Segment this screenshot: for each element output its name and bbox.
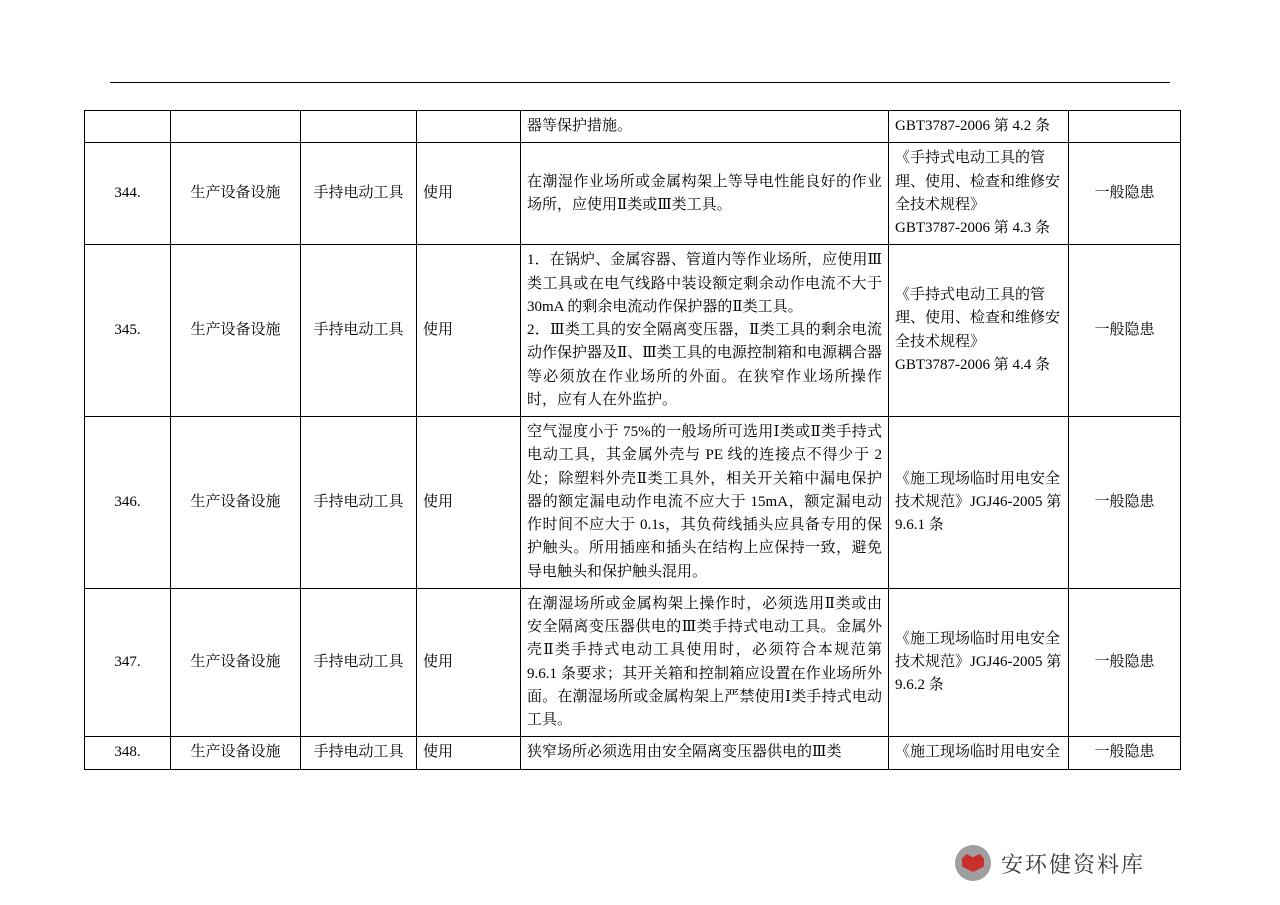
cell-description	[521, 111, 889, 143]
table-row	[85, 111, 1181, 143]
cell-category: 生产设备设施	[171, 737, 301, 769]
cell-stage: 使用	[417, 737, 521, 769]
reference-line: 《施工现场临时用电安全	[895, 744, 1061, 761]
cell-level: 一般隐患	[1069, 737, 1181, 769]
cell-subcategory: 手持电动工具	[301, 143, 417, 245]
cell-stage: 使用	[417, 417, 521, 589]
reference-line: 《施工现场临时用电安全技术规范》JGJ46-2005 第 9.6.1 条	[895, 470, 1062, 533]
cell-description	[521, 143, 889, 245]
reference-line: GBT3787-2006 第 4.2 条	[895, 118, 1050, 134]
cell-category: 生产设备设施	[171, 417, 301, 589]
cell-number: 345.	[85, 245, 171, 417]
watermark-label: 安环健资料库	[1001, 851, 1146, 877]
cell-subcategory: 手持电动工具	[301, 737, 417, 769]
cell-level: 一般隐患	[1069, 588, 1181, 737]
description-paragraph: 狭窄场所必须选用由安全隔离变压器供电的Ⅲ类	[527, 744, 842, 761]
description-paragraph: 1．在锅炉、金属容器、管道内等作业场所，应使用Ⅲ类工具或在电气线路中装设额定剩余动作电流不大于 30mA 的剩余电流动作保护器的Ⅱ类工具。	[527, 252, 882, 315]
cell-description	[521, 737, 889, 769]
description-paragraph: 2．Ⅲ类工具的安全隔离变压器，Ⅱ类工具的剩余电流动作保护器及Ⅱ、Ⅲ类工具的电源控制箱和电源耦合器等必须放在作业场所的外面。在狭窄作业场所操作时，应有人在外监护。	[527, 322, 882, 408]
cell-description	[521, 417, 889, 589]
cell-number: 344.	[85, 143, 171, 245]
description-paragraph: 在潮湿作业场所或金属构架上等导电性能良好的作业场所，应使用Ⅱ类或Ⅲ类工具。	[527, 173, 882, 213]
cell-category: 生产设备设施	[171, 143, 301, 245]
cell-level: 一般隐患	[1069, 143, 1181, 245]
table-row	[85, 588, 1181, 737]
cell-description	[521, 245, 889, 417]
cell-number: 347.	[85, 588, 171, 737]
cell-level	[1069, 111, 1181, 143]
cell-stage: 使用	[417, 245, 521, 417]
cell-subcategory: 手持电动工具	[301, 588, 417, 737]
cell-reference	[889, 245, 1069, 417]
cell-reference	[889, 417, 1069, 589]
reference-line: 《施工现场临时用电安全技术规范》JGJ46-2005 第 9.6.2 条	[895, 630, 1062, 694]
cell-subcategory: 手持电动工具	[301, 245, 417, 417]
table-row	[85, 245, 1181, 417]
cell-subcategory	[301, 111, 417, 143]
inspection-table	[84, 110, 1181, 770]
cell-subcategory: 手持电动工具	[301, 417, 417, 589]
cell-stage: 使用	[417, 143, 521, 245]
cell-stage	[417, 111, 521, 143]
description-paragraph: 器等保护措施。	[527, 118, 633, 134]
table-row	[85, 417, 1181, 589]
inspection-table-container	[84, 110, 1180, 770]
cell-reference	[889, 111, 1069, 143]
description-paragraph: 在潮湿场所或金属构架上操作时，必须选用Ⅱ类或由安全隔离变压器供电的Ⅲ类手持式电动工具。金属外壳Ⅱ类手持式电动工具使用时，必须符合本规范第 9.6.1 条要求；其开关箱和控制箱应设置在作业场所外面。在潮湿场所或金属构架上严禁使用Ⅰ类手持式电动工具。	[527, 595, 882, 728]
cell-reference	[889, 143, 1069, 245]
cell-level: 一般隐患	[1069, 245, 1181, 417]
cell-reference	[889, 737, 1069, 769]
cell-description	[521, 588, 889, 737]
cell-stage: 使用	[417, 588, 521, 737]
cell-number	[85, 111, 171, 143]
cell-number: 348.	[85, 737, 171, 769]
cell-level: 一般隐患	[1069, 417, 1181, 589]
reference-line: GBT3787-2006 第 4.4 条	[895, 356, 1050, 373]
cell-category: 生产设备设施	[171, 588, 301, 737]
cell-number: 346.	[85, 417, 171, 589]
watermark	[955, 840, 1205, 886]
reference-line: 《手持式电动工具的管理、使用、检查和维修安全技术规程》	[895, 150, 1061, 213]
table-row	[85, 737, 1181, 769]
reference-line: 《手持式电动工具的管理、使用、检查和维修安全技术规程》	[895, 287, 1061, 350]
cell-category: 生产设备设施	[171, 245, 301, 417]
reference-line: GBT3787-2006 第 4.3 条	[895, 220, 1050, 236]
cell-category	[171, 111, 301, 143]
description-paragraph: 空气湿度小于 75%的一般场所可选用Ⅰ类或Ⅱ类手持式电动工具，其金属外壳与 PE 线的连接点不得少于 2 处；除塑料外壳Ⅱ类工具外，相关开关箱中漏电保护器的额定漏电动作电流不应大于 15mA，额定漏电动作时间不应大于 0.1s，其负荷线插头应具备专用的保护触头。所用插座和插头在结构上应保持一致，避免导电触头和保护触头混用。	[527, 424, 882, 580]
cell-reference	[889, 588, 1069, 737]
table-row	[85, 143, 1181, 245]
page-header-rule	[110, 82, 1170, 83]
shield-icon	[955, 845, 991, 881]
